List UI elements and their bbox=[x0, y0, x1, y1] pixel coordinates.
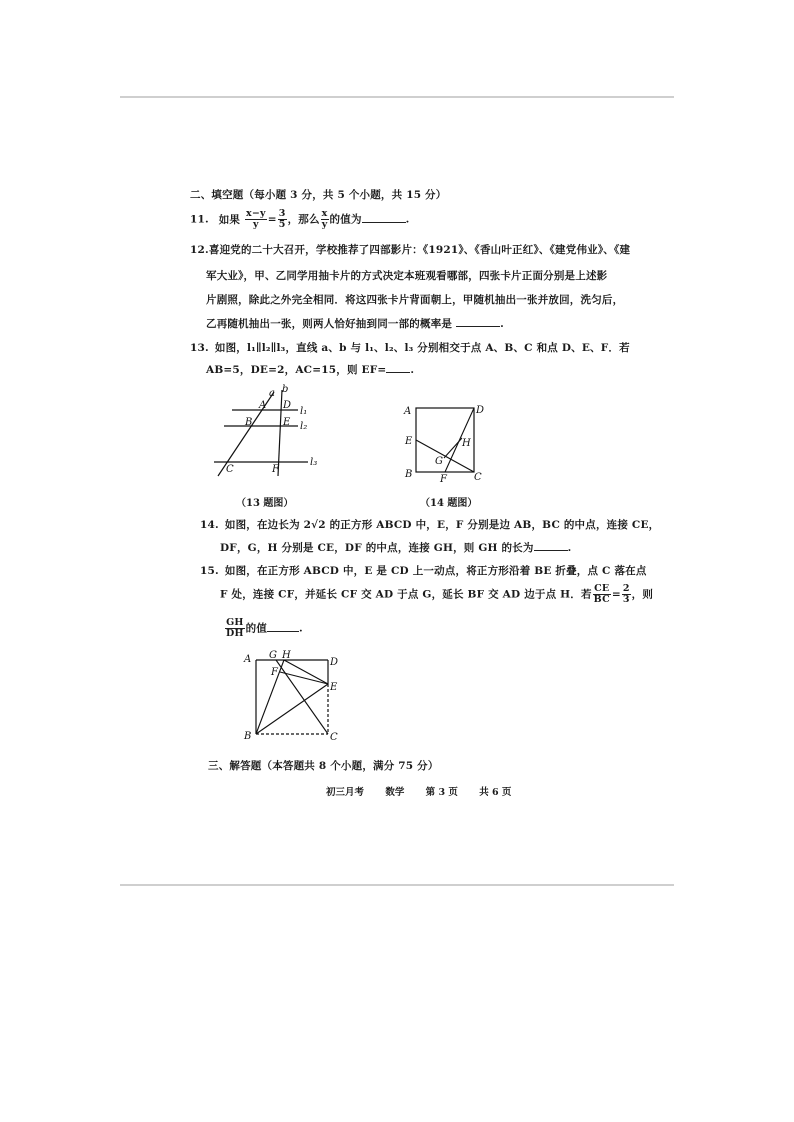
label-l1: l₁ bbox=[300, 406, 308, 417]
label-l2: l₂ bbox=[300, 421, 308, 432]
q11-pre: 如果 bbox=[218, 213, 241, 226]
label-B: B bbox=[405, 469, 413, 480]
q15-text-2b: ，则 bbox=[631, 588, 654, 601]
q15-equals: = bbox=[611, 588, 621, 601]
label-G: G bbox=[435, 456, 443, 467]
question-14-line-2 bbox=[220, 540, 571, 555]
label-A: A bbox=[404, 406, 412, 417]
segment-BH bbox=[256, 660, 284, 734]
q14-number: 14. bbox=[200, 519, 219, 531]
q11-answer-blank[interactable] bbox=[362, 212, 406, 223]
q14-text-2: DF，G，H 分别是 CE，DF 的中点，连接 GH，则 GH 的长为 bbox=[220, 542, 534, 554]
label-E: E bbox=[405, 436, 413, 447]
label-C: C bbox=[330, 732, 338, 743]
bottom-divider bbox=[120, 884, 674, 886]
question-13-line-1 bbox=[190, 340, 630, 355]
q12-answer-blank[interactable] bbox=[456, 316, 500, 327]
q15-text-2a: F 处，连接 CF，并延长 CF 交 AD 于点 G，延长 BF 交 AD 边于点 H．若 bbox=[220, 588, 592, 601]
label-F: F bbox=[271, 667, 278, 678]
label-B: B bbox=[244, 731, 252, 742]
q12-text-2: 军大业》，甲、乙同学用抽卡片的方式决定本班观看哪部，四张卡片正面分别是上述影 bbox=[206, 270, 608, 282]
label-l3: l₃ bbox=[310, 457, 318, 468]
segment-CG bbox=[276, 660, 328, 734]
label-D: D bbox=[330, 657, 339, 668]
q14-period: . bbox=[567, 542, 572, 554]
q11-post: 的值为 bbox=[329, 213, 362, 226]
q15-answer-blank[interactable] bbox=[267, 621, 299, 632]
q15-period: . bbox=[299, 622, 303, 635]
q15-fraction-ce-bc: $\frac{CE}{BC}$ bbox=[593, 583, 610, 605]
q13-text-2: AB=5，DE=2，AC=15，则 EF= bbox=[206, 364, 387, 376]
label-B: B bbox=[245, 417, 253, 428]
question-15-line-3 bbox=[224, 618, 303, 639]
question-13-line-2 bbox=[206, 362, 414, 377]
label-E: E bbox=[283, 417, 291, 428]
question-11 bbox=[190, 209, 410, 230]
q11-number: 11. bbox=[190, 213, 209, 226]
label-H: H bbox=[462, 438, 471, 449]
q12-text-4: 乙再随机抽出一张，则两人恰好抽到同一部的概率是 bbox=[206, 318, 453, 330]
q15-text-1: 如图，在正方形 ABCD 中，E 是 CD 上一动点，将正方形沿着 BE 折叠，点 C 落在点 bbox=[224, 565, 647, 577]
q13-period: . bbox=[410, 364, 415, 376]
q13-number: 13. bbox=[190, 342, 209, 354]
segment-FE bbox=[280, 672, 328, 684]
label-G: G bbox=[269, 650, 277, 661]
footer-page: 第 3 页 bbox=[425, 787, 458, 798]
label-a: a bbox=[269, 388, 275, 399]
figure-14-caption: （14 题图） bbox=[420, 498, 478, 509]
label-F: F bbox=[272, 464, 279, 475]
label-F: F bbox=[440, 474, 447, 485]
q15-fraction-gh-dh: $\frac{GH}{DH}$ bbox=[226, 617, 244, 639]
page-footer bbox=[326, 784, 529, 798]
q11-fraction-x-y: $\frac{x}{y}$ bbox=[321, 208, 328, 230]
q12-number: 12. bbox=[190, 244, 209, 256]
label-E: E bbox=[330, 682, 338, 693]
footer-exam: 初三月考 bbox=[326, 787, 365, 798]
q14-text-1: 如图，在边长为 2√2 的正方形 ABCD 中，E，F 分别是边 AB，BC 的中点，连接 CE， bbox=[224, 519, 660, 531]
question-12-line-4 bbox=[206, 316, 504, 331]
q15-number: 15. bbox=[200, 565, 219, 577]
figure-13-caption: （13 题图） bbox=[236, 498, 294, 509]
question-15-line-1 bbox=[200, 563, 647, 578]
q12-text-1: 喜迎党的二十大召开，学校推荐了四部影片：《1921》、《香山叶正红》、《建党伟业》、《建 bbox=[208, 244, 631, 256]
segment-BE bbox=[256, 684, 328, 734]
q12-period: . bbox=[500, 318, 504, 330]
q11-fraction-xy: $\frac{x-y}{y}$ bbox=[246, 208, 266, 230]
figure-14 bbox=[400, 400, 500, 490]
question-14-line-1 bbox=[200, 517, 659, 532]
label-A: A bbox=[244, 654, 252, 665]
q15-fraction-2-3: $\frac{2}{3}$ bbox=[622, 583, 630, 605]
q11-period: . bbox=[405, 213, 410, 226]
figure-15 bbox=[240, 650, 350, 745]
q12-text-3: 片剧照，除此之外完全相同．将这四张卡片背面朝上，甲随机抽出一张并放回，洗匀后， bbox=[206, 294, 624, 306]
question-12-line-1 bbox=[190, 242, 630, 257]
label-H: H bbox=[282, 650, 291, 661]
figure-13 bbox=[210, 384, 330, 484]
q11-fraction-3-5: $\frac{3}{5}$ bbox=[278, 208, 286, 230]
question-15-line-2 bbox=[220, 584, 653, 605]
label-b: b bbox=[282, 384, 289, 395]
q13-answer-blank[interactable] bbox=[386, 362, 410, 373]
q13-text-1: 如图，l₁∥l₂∥l₃，直线 a、b 与 l₁、l₂、l₃ 分别相交于点 A、B、C 和点 D、E、F．若 bbox=[214, 342, 630, 354]
footer-total: 共 6 页 bbox=[479, 787, 512, 798]
q14-answer-blank[interactable] bbox=[534, 540, 568, 551]
label-D: D bbox=[283, 400, 292, 411]
section-3-title: 三、解答题（本答题共 8 个小题，满分 75 分） bbox=[208, 760, 439, 772]
label-A: A bbox=[259, 400, 267, 411]
section-2-title: 二、填空题（每小题 3 分，共 5 个小题，共 15 分） bbox=[190, 189, 447, 201]
q11-mid: ，那么 bbox=[287, 213, 320, 226]
label-C: C bbox=[474, 472, 482, 483]
q15-text-3: 的值 bbox=[245, 622, 268, 635]
top-divider bbox=[120, 96, 674, 98]
label-C: C bbox=[226, 464, 234, 475]
footer-subject: 数学 bbox=[385, 787, 405, 798]
q11-equals: = bbox=[267, 213, 277, 226]
label-D: D bbox=[476, 405, 485, 416]
